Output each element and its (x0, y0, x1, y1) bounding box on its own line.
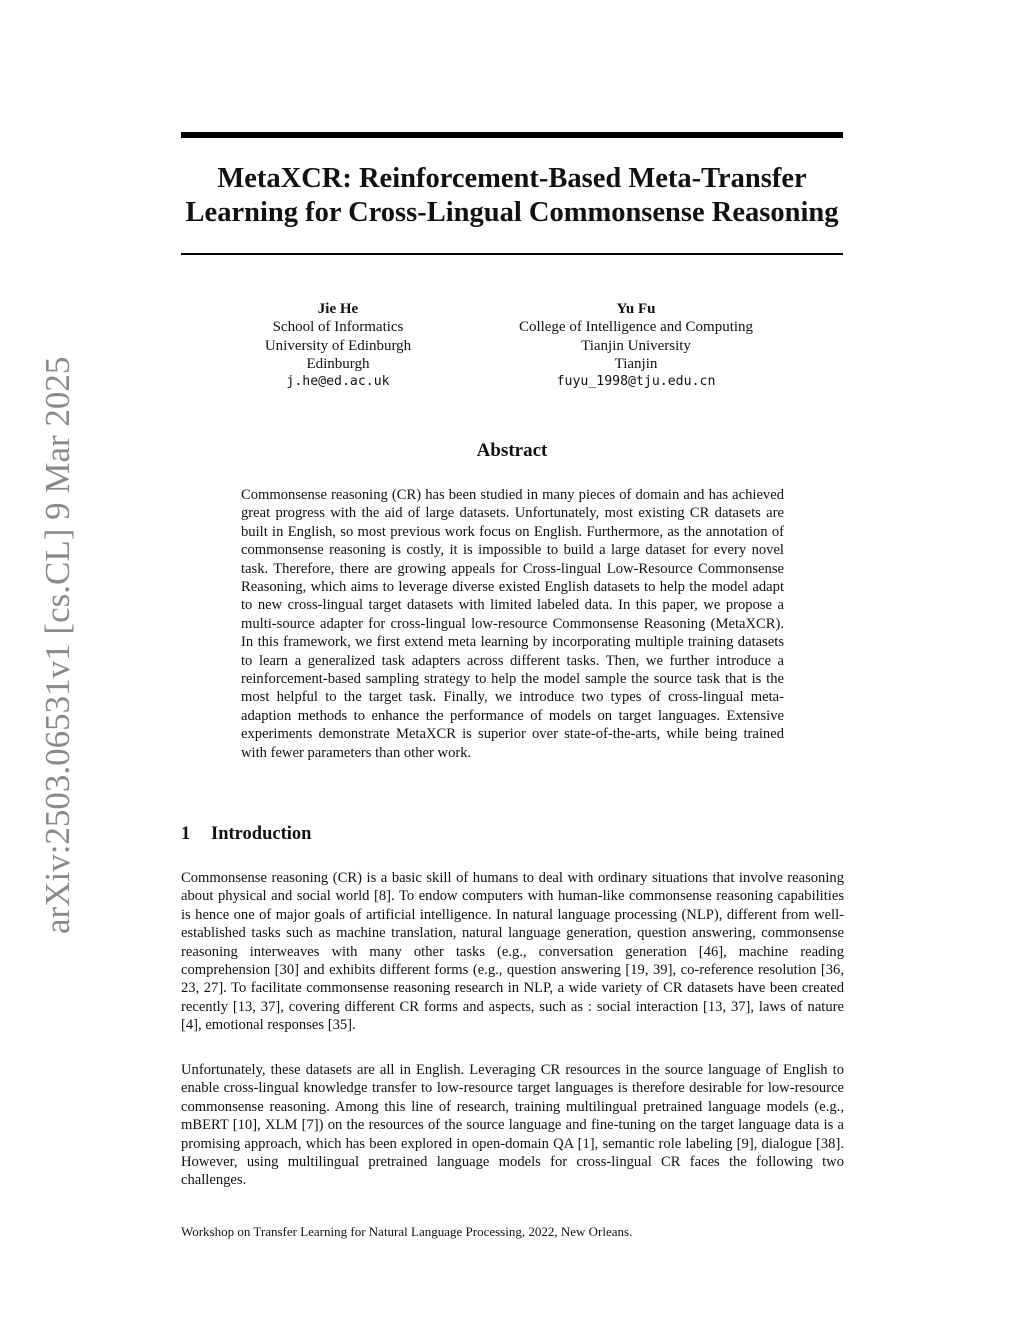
paper-title (150, 162, 874, 230)
author-email: fuyu_1998@tju.edu.cn (556, 374, 716, 390)
abstract-heading: Abstract (476, 440, 548, 461)
author-affiliation: College of Intelligence and Computing (518, 319, 754, 336)
intro-paragraph-1: Commonsense reasoning (CR) is a basic skill of humans to deal with ordinary situations that involve reasoning about physical and social world [8]. To endow computers with human-like commonsense reasoning capabilities is hence one of major goals of artificial intelligence. In natural language processing (NLP), different from well-established tasks such as machine translation, natural language generation, question answering, commonsense reasoning interweaves with many other tasks (e.g., conversation generation [46], machine reading comprehension [30] and exhibits different forms (e.g., question answering [19, 39], co-reference resolution [36, 23, 27]. To facilitate commonsense reasoning research in NLP, a wide variety of CR datasets have been created recently [13, 37], covering different CR forms and aspects, such as : social interaction [13, 37], laws of nature [4], emotional responses [35]. (181, 870, 844, 1034)
author-institution: Tianjin University (581, 337, 691, 354)
title-line-2: Learning for Cross-Lingual Commonsense Reasoning (185, 197, 839, 228)
title-rule-bottom (181, 253, 843, 255)
intro-paragraph-2: Unfortunately, these datasets are all in English. Leveraging CR resources in the source language of English to enable cross-lingual knowledge transfer to low-resource target languages is therefore desirable for low-resource commonsense reasoning. Among this line of research, training multilingual pretrained language models (e.g., mBERT [10], XLM [7]) on the resources of the source language and fine-tuning on the target language data is a promising approach, which has been explored in open-domain QA [1], semantic role labeling [9], dialogue [38]. However, using multilingual pretrained language models for cross-lingual CR faces the following two challenges. (181, 1062, 844, 1189)
author-affiliation: School of Informatics (272, 319, 404, 336)
author-email: j.he@ed.ac.uk (286, 374, 390, 390)
title-line-1: MetaXCR: Reinforcement-Based Meta-Transfer (217, 163, 807, 194)
author-block-2 (486, 300, 786, 391)
author-location: Edinburgh (306, 355, 370, 372)
author-name: Jie He (317, 301, 359, 317)
title-rule-top (181, 132, 843, 138)
section-title: Introduction (211, 824, 312, 844)
author-name: Yu Fu (616, 301, 656, 317)
author-block-1 (218, 300, 458, 391)
section-heading-introduction (181, 824, 311, 845)
arxiv-stamp: arXiv:2503.06531v1 [cs.CL] 9 Mar 2025 (38, 356, 77, 934)
venue-footnote: Workshop on Transfer Learning for Natural Language Processing, 2022, New Orleans. (181, 1224, 633, 1239)
abstract-text: Commonsense reasoning (CR) has been studied in many pieces of domain and has achieved great progress with the aid of large datasets. Unfortunately, most existing CR datasets are built in English, so most previous work focus on English. Furthermore, as the annotation of commonsense reasoning is costly, it is impossible to build a large dataset for every novel task. Therefore, there are growing appeals for Cross-lingual Low-Resource Commonsense Reasoning, which aims to leverage diverse existed English datasets to help the model adapt to new cross-lingual target datasets with limited labeled data. In this paper, we propose a multi-source adapter for cross-lingual low-resource Commonsense Reasoning (MetaXCR). In this framework, we first extend meta learning by incorporating multiple training datasets to learn a generalized task adapters across different tasks. Then, we further introduce a reinforcement-based sampling strategy to help the model sample the source task that is the most helpful to the target task. Finally, we introduce two types of cross-lingual meta-adaption methods to enhance the performance of models on target languages. Extensive experiments demonstrate MetaXCR is superior over state-of-the-arts, while being trained with fewer parameters than other work. (241, 487, 784, 761)
section-number: 1 (181, 824, 191, 844)
author-institution: University of Edinburgh (264, 337, 412, 354)
author-location: Tianjin (614, 355, 658, 372)
